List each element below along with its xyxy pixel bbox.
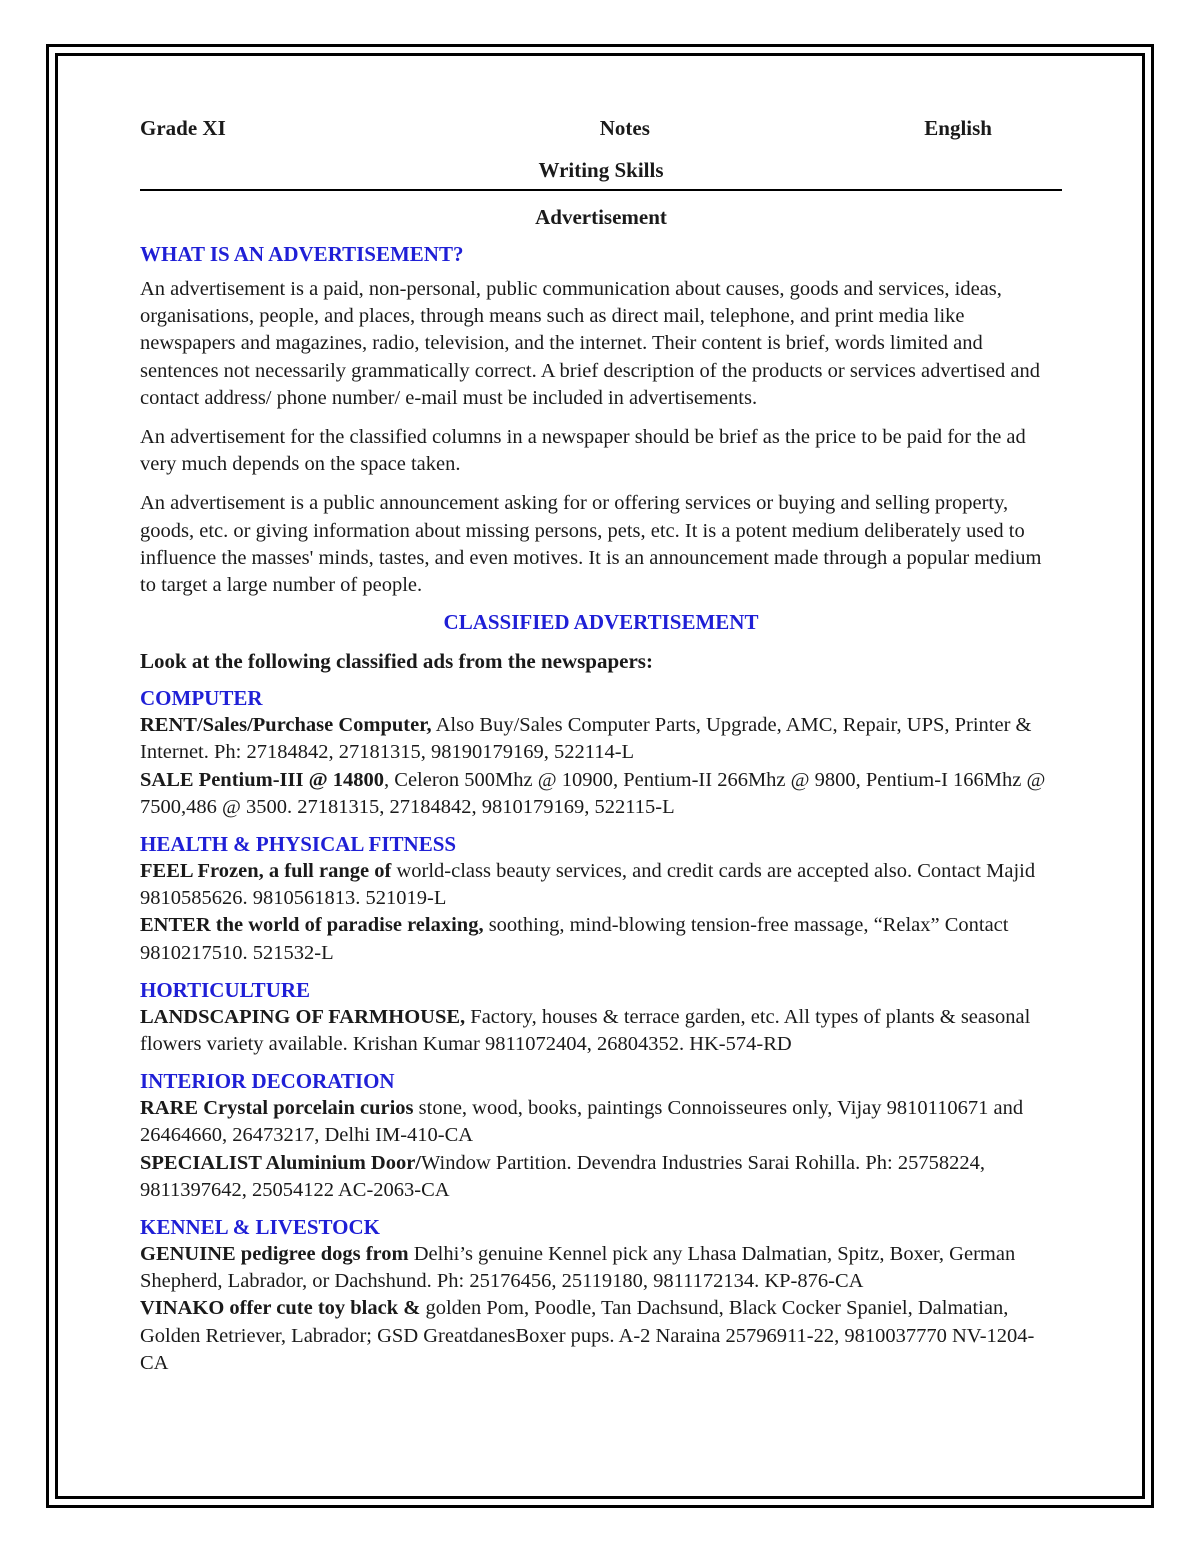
header-subject: English (924, 116, 992, 140)
ad-body: golden Pom, Poodle, Tan Dachsund, Black Cocker Spaniel, Dalmatian, Golden Retriever, Labrador; GSD GreatdanesBoxer pups. A-2 Naraina 25796911-22, 9810037770 NV-1204-CA (140, 1297, 1035, 1374)
ad-body: soothing, mind-blowing tension-free massage, “Relax” Contact 9810217510. 521532-L (140, 914, 1009, 964)
ad-lead: RENT/Sales/Purchase Computer, (140, 714, 432, 737)
section-heading: KENNEL & LIVESTOCK (140, 1215, 381, 1240)
section-interior (140, 1068, 1062, 1204)
ad-body: Window Partition. Devendra Industries Sarai Rohilla. Ph: 25758224, 9811397642, 25054122 AC-2063-CA (140, 1151, 986, 1201)
header-subtitle: Writing Skills (538, 158, 664, 182)
section-computer (140, 685, 1062, 821)
section-heading: COMPUTER (140, 686, 263, 711)
header-grade: Grade XI (140, 116, 226, 140)
page-title: Advertisement (535, 205, 667, 229)
ad-lead: GENUINE pedigree dogs from (140, 1243, 409, 1266)
section-heading: HORTICULTURE (140, 977, 311, 1002)
classified-ad (140, 1295, 1062, 1377)
classified-ad (140, 767, 1062, 821)
section-heading: HEALTH & PHYSICAL FITNESS (140, 832, 457, 857)
ad-lead: RARE Crystal porcelain curios (140, 1097, 414, 1120)
paragraph: An advertisement is a public announcement asking for or offering services or buying and selling property, goods, etc. or giving information about missing persons, pets, etc. It is a potent medium deliberately used to influence the masses' minds, tastes, and even motives. It is an announcement made through a popular medium to target a large number of people. (140, 492, 1042, 597)
ad-lead: ENTER the world of paradise relaxing, (140, 914, 484, 937)
classified-ad (140, 1241, 1062, 1295)
classified-ad (140, 1095, 1062, 1149)
ad-body: Also Buy/Sales Computer Parts, Upgrade, AMC, Repair, UPS, Printer & Internet. Ph: 27184842, 27181315, 98190179169, 522114-L (140, 714, 1032, 764)
section-heading: INTERIOR DECORATION (140, 1069, 395, 1094)
classified-intro: Look at the following classified ads from the newspapers: (140, 649, 653, 674)
paragraph: An advertisement for the classified columns in a newspaper should be brief as the price to be paid for the ad very much depends on the space taken. (140, 426, 1026, 476)
ad-lead: SPECIALIST Aluminium Door/ (140, 1151, 422, 1174)
paragraph: An advertisement is a paid, non-personal, public communication about causes, goods and services, ideas, organisations, people, and places, through means such as direct mail, telephone, and print media like newspapers and magazines, radio, television, and the internet. Their content is brief, words limited and sentences not necessarily grammatically correct. A brief description of the products or services advertised and contact address/ phone number/ e-mail must be included in advertisements. (140, 278, 1040, 409)
ad-lead: SALE Pentium-III @ 14800 (140, 768, 385, 791)
section-horticulture (140, 977, 1062, 1058)
ad-body: , Celeron 500Mhz @ 10900, Pentium-II 266Mhz @ 9800, Pentium-I 166Mhz @ 7500,486 @ 3500. 27181315, 27184842, 9810179169, 522115-L (140, 768, 1046, 818)
classified-ad (140, 1004, 1062, 1058)
section-kennel (140, 1214, 1062, 1377)
classified-ad (140, 712, 1062, 766)
ad-lead: VINAKO offer cute toy black & (140, 1297, 421, 1320)
ad-body: world-class beauty services, and credit cards are accepted also. Contact Majid 9810585626. 9810561813. 521019-L (140, 860, 1036, 910)
ad-body: Delhi’s genuine Kennel pick any Lhasa Dalmatian, Spitz, Boxer, German Shepherd, Labrador, or Dachshund. Ph: 25176456, 25119180, 9811172134. KP-876-CA (140, 1243, 1016, 1293)
classified-heading: CLASSIFIED ADVERTISEMENT (443, 610, 759, 635)
what-is-heading: WHAT IS AN ADVERTISEMENT? (140, 242, 464, 266)
ad-body: stone, wood, books, paintings Connoisseures only, Vijay 9810110671 and 26464660, 26473217, Delhi IM-410-CA (140, 1097, 1024, 1147)
document-header (140, 114, 1062, 142)
header-rule (140, 189, 1062, 191)
header-notes: Notes (599, 116, 650, 140)
ad-body: Factory, houses & terrace garden, etc. All types of plants & seasonal flowers variety available. Krishan Kumar 9811072404, 26804352. HK-574-RD (140, 1005, 1031, 1056)
classified-ad (140, 912, 1062, 966)
ad-lead: LANDSCAPING OF FARMHOUSE, (140, 1005, 466, 1028)
document-content (140, 114, 1062, 1377)
classified-ad (140, 858, 1062, 912)
section-health (140, 831, 1062, 967)
ad-lead: FEEL Frozen, a full range of (140, 860, 392, 883)
classified-ad (140, 1150, 1062, 1204)
